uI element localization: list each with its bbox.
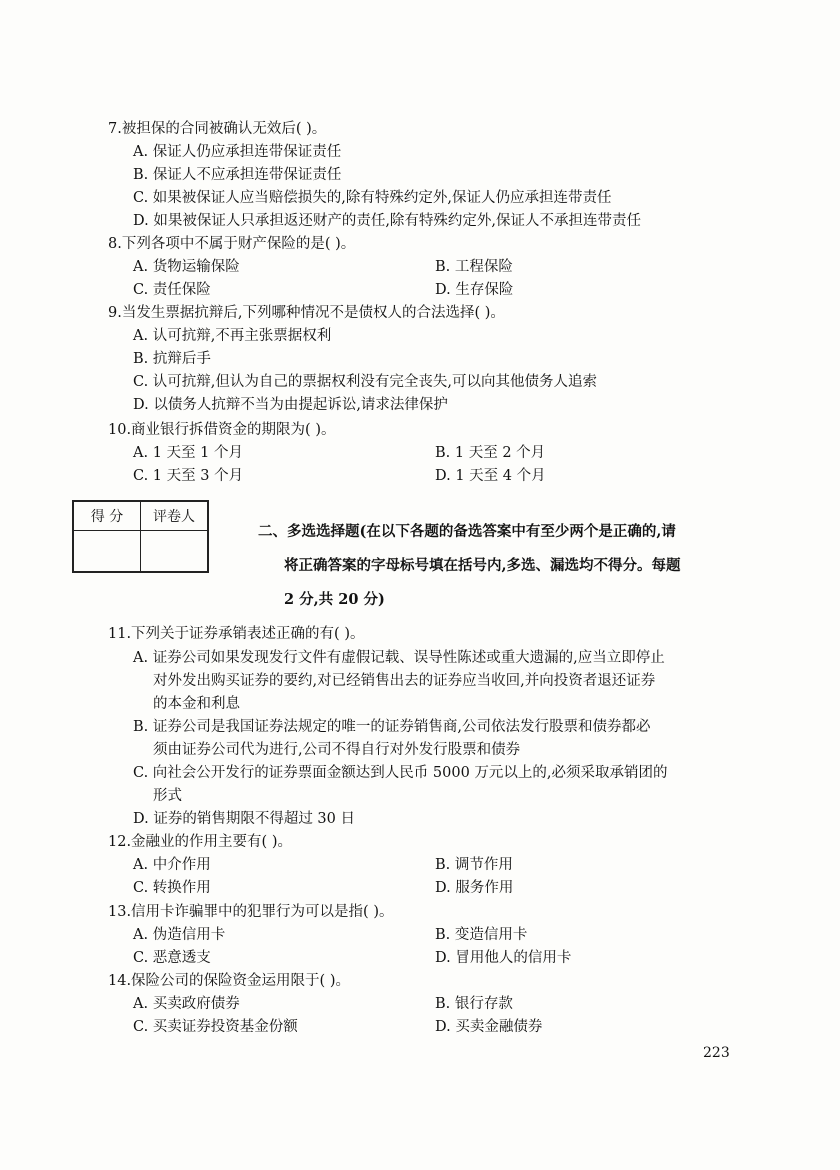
question-11-option-c-line-2: 形式 — [153, 788, 182, 804]
question-11-option-c: C. 向社会公开发行的证券票面金额达到人民币 5000 万元以上的,必须采取承销团的 — [133, 765, 668, 781]
question-9-stem: 9.当发生票据抗辩后,下列哪种情况不是债权人的合法选择( )。 — [108, 305, 505, 321]
question-7-stem: 7.被担保的合同被确认无效后( )。 — [108, 121, 327, 137]
grader-cell — [141, 531, 209, 573]
question-8-option-b: B. 工程保险 — [435, 259, 513, 275]
question-8-option-a: A. 货物运输保险 — [133, 259, 240, 275]
question-14-option-a: A. 买卖政府债券 — [133, 996, 240, 1012]
question-13-option-c: C. 恶意透支 — [133, 950, 211, 966]
question-13-option-a: A. 伪造信用卡 — [133, 927, 226, 943]
question-14-option-c: C. 买卖证券投资基金份额 — [133, 1019, 298, 1035]
score-cell — [73, 531, 141, 573]
question-12-option-b: B. 调节作用 — [435, 857, 513, 873]
question-10-stem: 10.商业银行拆借资金的期限为( )。 — [108, 422, 336, 438]
question-8-stem: 8.下列各项中不属于财产保险的是( )。 — [108, 236, 356, 252]
section-2-heading-line-3: 2 分,共 20 分) — [284, 591, 385, 608]
question-7-option-c: C. 如果被保证人应当赔偿损失的,除有特殊约定外,保证人仍应承担连带责任 — [133, 190, 612, 206]
question-9-option-d: D. 以债务人抗辩不当为由提起诉讼,请求法律保护 — [133, 397, 448, 413]
question-11-option-a: A. 证券公司如果发现发行文件有虚假记载、误导性陈述或重大遗漏的,应当立即停止 — [133, 650, 665, 666]
section-2-heading-line-1: 二、多选选择题(在以下各题的备选答案中有至少两个是正确的,请 — [258, 523, 676, 540]
question-12-option-c: C. 转换作用 — [133, 880, 211, 896]
question-9-option-c: C. 认可抗辩,但认为自己的票据权利没有完全丧失,可以向其他债务人追索 — [133, 374, 598, 390]
question-10-option-c: C. 1 天至 3 个月 — [133, 468, 244, 484]
question-8-option-c: C. 责任保险 — [133, 282, 211, 298]
question-13-option-d: D. 冒用他人的信用卡 — [435, 950, 572, 966]
question-8-option-d: D. 生存保险 — [435, 282, 514, 298]
question-7-option-b: B. 保证人不应承担连带保证责任 — [133, 167, 342, 183]
score-label: 得 分 — [73, 501, 141, 531]
question-11-option-b: B. 证券公司是我国证券法规定的唯一的证券销售商,公司依法发行股票和债券都必 — [133, 719, 651, 735]
question-12-option-d: D. 服务作用 — [435, 880, 514, 896]
question-10-option-d: D. 1 天至 4 个月 — [435, 468, 546, 484]
question-9-option-b: B. 抗辩后手 — [133, 351, 211, 367]
question-13-stem: 13.信用卡诈骗罪中的犯罪行为可以是指( )。 — [108, 904, 394, 920]
question-14-stem: 14.保险公司的保险资金运用限于( )。 — [108, 973, 350, 989]
score-table — [72, 500, 209, 573]
question-11-stem: 11.下列关于证券承销表述正确的有( )。 — [108, 626, 365, 642]
page-number: 223 — [703, 1045, 730, 1061]
question-14-option-b: B. 银行存款 — [435, 996, 513, 1012]
grader-label: 评卷人 — [141, 501, 209, 531]
question-10-option-a: A. 1 天至 1 个月 — [133, 445, 243, 461]
question-12-option-a: A. 中介作用 — [133, 857, 211, 873]
question-12-stem: 12.金融业的作用主要有( )。 — [108, 834, 292, 850]
question-10-option-b: B. 1 天至 2 个月 — [435, 445, 546, 461]
question-13-option-b: B. 变造信用卡 — [435, 927, 528, 943]
question-14-option-d: D. 买卖金融债券 — [435, 1019, 543, 1035]
question-11-option-a-line-3: 的本金和利息 — [153, 696, 240, 712]
question-7-option-a: A. 保证人仍应承担连带保证责任 — [133, 144, 342, 160]
question-11-option-d: D. 证券的销售期限不得超过 30 日 — [133, 811, 355, 827]
question-11-option-a-line-2: 对外发出购买证券的要约,对已经销售出去的证券应当收回,并向投资者退还证券 — [153, 673, 656, 689]
question-9-option-a: A. 认可抗辩,不再主张票据权利 — [133, 328, 332, 344]
question-7-option-d: D. 如果被保证人只承担返还财产的责任,除有特殊约定外,保证人不承担连带责任 — [133, 213, 642, 229]
section-2-heading-line-2: 将正确答案的字母标号填在括号内,多选、漏选均不得分。每题 — [284, 557, 681, 574]
question-11-option-b-line-2: 须由证券公司代为进行,公司不得自行对外发行股票和债券 — [153, 742, 521, 758]
